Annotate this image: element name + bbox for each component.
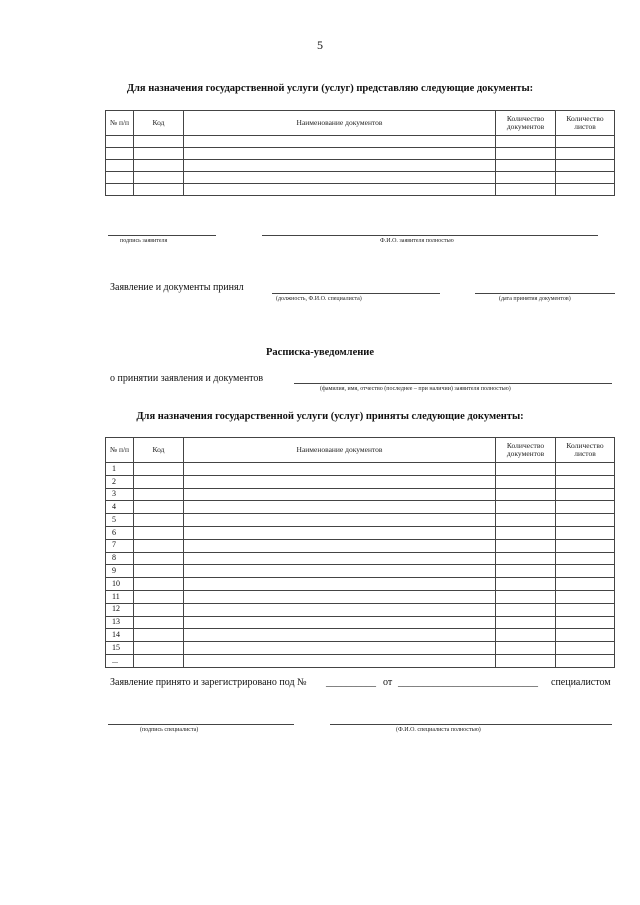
col-doc-count-header: Количество документов xyxy=(496,111,556,136)
row-doc-count-cell xyxy=(496,526,556,539)
row-num-cell: 8 xyxy=(106,552,134,565)
row-sheet-count-cell xyxy=(556,184,615,196)
row-sheet-count-cell xyxy=(556,565,615,578)
accepted-by-label: Заявление и документы принял xyxy=(110,282,244,293)
row-doc-count-cell xyxy=(496,475,556,488)
row-doc-count-cell xyxy=(496,616,556,629)
row-sheet-count-cell xyxy=(556,475,615,488)
row-name-cell xyxy=(184,488,496,501)
row-num-cell: 3 xyxy=(106,488,134,501)
table-row xyxy=(106,642,615,655)
row-code-cell xyxy=(134,616,184,629)
col-name-header: Наименование документов xyxy=(184,438,496,463)
row-num-cell: 1 xyxy=(106,463,134,476)
row-doc-count-cell xyxy=(496,148,556,160)
row-sheet-count-cell xyxy=(556,136,615,148)
row-doc-count-cell xyxy=(496,603,556,616)
row-doc-count-cell xyxy=(496,578,556,591)
table2-heading: Для назначения государственной услуги (услуг) приняты следующие документы: xyxy=(136,411,524,422)
table-row xyxy=(106,172,615,184)
row-num-cell xyxy=(106,136,134,148)
col-doc-count-header: Количество документов xyxy=(496,438,556,463)
page-number: 5 xyxy=(317,38,323,52)
registration-date-blank: ____________________________ xyxy=(398,677,538,688)
table-row xyxy=(106,136,615,148)
row-name-cell xyxy=(184,160,496,172)
accepted-by-caption: (должность, Ф.И.О. специалиста) xyxy=(276,296,362,302)
row-code-cell xyxy=(134,539,184,552)
row-code-cell xyxy=(134,184,184,196)
row-sheet-count-cell xyxy=(556,578,615,591)
table-row xyxy=(106,552,615,565)
row-sheet-count-cell xyxy=(556,642,615,655)
row-name-cell xyxy=(184,514,496,527)
row-sheet-count-cell xyxy=(556,629,615,642)
row-num-cell: 13 xyxy=(106,616,134,629)
row-sheet-count-cell xyxy=(556,488,615,501)
row-code-cell xyxy=(134,514,184,527)
row-doc-count-cell xyxy=(496,629,556,642)
table-row xyxy=(106,514,615,527)
table-row xyxy=(106,616,615,629)
registration-specialist-label: специалистом xyxy=(551,677,611,688)
row-code-cell xyxy=(134,552,184,565)
receipt-title: Расписка-уведомление xyxy=(266,347,374,358)
row-code-cell xyxy=(134,488,184,501)
row-doc-count-cell xyxy=(496,642,556,655)
row-name-cell xyxy=(184,539,496,552)
table-row xyxy=(106,526,615,539)
row-sheet-count-cell xyxy=(556,463,615,476)
col-code-header: Код xyxy=(134,438,184,463)
specialist-name-caption: (Ф.И.О. специалиста полностью) xyxy=(396,727,481,733)
row-sheet-count-cell xyxy=(556,539,615,552)
acceptance-date-line xyxy=(475,293,615,294)
table-row xyxy=(106,488,615,501)
documents-table-submitted xyxy=(105,110,615,196)
row-num-cell: 2 xyxy=(106,475,134,488)
table-row xyxy=(106,629,615,642)
row-sheet-count-cell xyxy=(556,654,615,667)
row-name-cell xyxy=(184,501,496,514)
row-code-cell xyxy=(134,160,184,172)
row-code-cell xyxy=(134,629,184,642)
acceptance-date-caption: (дата принятия документов) xyxy=(499,296,571,302)
col-sheet-count-header: Количество листов xyxy=(556,111,615,136)
row-sheet-count-cell xyxy=(556,526,615,539)
row-num-cell: 12 xyxy=(106,603,134,616)
row-name-cell xyxy=(184,552,496,565)
specialist-signature-caption: (подпись специалиста) xyxy=(140,727,199,733)
specialist-signature-line xyxy=(108,724,294,725)
row-sheet-count-cell xyxy=(556,172,615,184)
row-num-cell: 10 xyxy=(106,578,134,591)
row-name-cell xyxy=(184,136,496,148)
row-code-cell xyxy=(134,642,184,655)
row-num-cell: 9 xyxy=(106,565,134,578)
row-code-cell xyxy=(134,136,184,148)
row-num-cell: 4 xyxy=(106,501,134,514)
row-name-cell xyxy=(184,526,496,539)
col-num-header: № п/п xyxy=(106,438,134,463)
row-doc-count-cell xyxy=(496,184,556,196)
row-num-cell: 5 xyxy=(106,514,134,527)
row-code-cell xyxy=(134,578,184,591)
row-code-cell xyxy=(134,463,184,476)
documents-table-accepted xyxy=(105,437,615,668)
row-num-cell: 6 xyxy=(106,526,134,539)
row-num-cell: ... xyxy=(106,654,134,667)
row-code-cell xyxy=(134,526,184,539)
receipt-applicant-line xyxy=(294,383,612,384)
col-num-header: № п/п xyxy=(106,111,134,136)
registration-from-label: от xyxy=(383,677,393,688)
row-num-cell: 7 xyxy=(106,539,134,552)
row-name-cell xyxy=(184,603,496,616)
table-row xyxy=(106,578,615,591)
row-num-cell: 14 xyxy=(106,629,134,642)
row-code-cell xyxy=(134,590,184,603)
row-doc-count-cell xyxy=(496,172,556,184)
row-doc-count-cell xyxy=(496,160,556,172)
row-num-cell: 15 xyxy=(106,642,134,655)
row-num-cell xyxy=(106,184,134,196)
row-name-cell xyxy=(184,463,496,476)
row-code-cell xyxy=(134,148,184,160)
row-name-cell xyxy=(184,475,496,488)
row-num-cell xyxy=(106,148,134,160)
row-sheet-count-cell xyxy=(556,148,615,160)
table-row xyxy=(106,160,615,172)
table-header-row xyxy=(106,438,615,463)
table-row xyxy=(106,654,615,667)
row-doc-count-cell xyxy=(496,539,556,552)
row-name-cell xyxy=(184,148,496,160)
row-doc-count-cell xyxy=(496,590,556,603)
row-sheet-count-cell xyxy=(556,160,615,172)
row-doc-count-cell xyxy=(496,501,556,514)
table-row xyxy=(106,539,615,552)
row-doc-count-cell xyxy=(496,463,556,476)
row-name-cell xyxy=(184,184,496,196)
row-name-cell xyxy=(184,565,496,578)
row-doc-count-cell xyxy=(496,565,556,578)
table-row xyxy=(106,590,615,603)
row-code-cell xyxy=(134,654,184,667)
registration-number-blank: __________ xyxy=(326,677,376,688)
row-sheet-count-cell xyxy=(556,603,615,616)
row-name-cell xyxy=(184,590,496,603)
row-sheet-count-cell xyxy=(556,552,615,565)
registration-label: Заявление принято и зарегистрировано под № xyxy=(110,677,307,688)
row-num-cell xyxy=(106,172,134,184)
row-name-cell xyxy=(184,654,496,667)
row-doc-count-cell xyxy=(496,654,556,667)
col-name-header: Наименование документов xyxy=(184,111,496,136)
row-num-cell xyxy=(106,160,134,172)
col-sheet-count-header: Количество листов xyxy=(556,438,615,463)
table-row xyxy=(106,475,615,488)
accepted-by-line xyxy=(272,293,440,294)
row-doc-count-cell xyxy=(496,136,556,148)
applicant-name-line xyxy=(262,235,598,236)
table-row xyxy=(106,603,615,616)
table-row xyxy=(106,501,615,514)
table1-heading: Для назначения государственной услуги (услуг) представляю следующие документы: xyxy=(126,83,534,94)
applicant-name-caption: Ф.И.О. заявителя полностью xyxy=(380,238,454,244)
applicant-signature-line xyxy=(108,235,216,236)
row-code-cell xyxy=(134,565,184,578)
row-doc-count-cell xyxy=(496,514,556,527)
row-doc-count-cell xyxy=(496,552,556,565)
specialist-name-line xyxy=(330,724,612,725)
table-row xyxy=(106,565,615,578)
receipt-label: о принятии заявления и документов xyxy=(110,373,264,384)
row-name-cell xyxy=(184,642,496,655)
row-name-cell xyxy=(184,578,496,591)
receipt-applicant-caption: (фамилия, имя, отчество (последнее – при наличии) заявителя полностью) xyxy=(320,386,511,392)
row-sheet-count-cell xyxy=(556,501,615,514)
row-name-cell xyxy=(184,172,496,184)
row-sheet-count-cell xyxy=(556,514,615,527)
col-code-header: Код xyxy=(134,111,184,136)
table-row xyxy=(106,148,615,160)
row-code-cell xyxy=(134,172,184,184)
row-sheet-count-cell xyxy=(556,616,615,629)
table-header-row xyxy=(106,111,615,136)
row-code-cell xyxy=(134,475,184,488)
row-doc-count-cell xyxy=(496,488,556,501)
row-code-cell xyxy=(134,603,184,616)
row-name-cell xyxy=(184,616,496,629)
row-code-cell xyxy=(134,501,184,514)
row-num-cell: 11 xyxy=(106,590,134,603)
table-row xyxy=(106,184,615,196)
table-row xyxy=(106,463,615,476)
row-sheet-count-cell xyxy=(556,590,615,603)
row-name-cell xyxy=(184,629,496,642)
applicant-signature-caption: подпись заявителя xyxy=(120,238,168,244)
